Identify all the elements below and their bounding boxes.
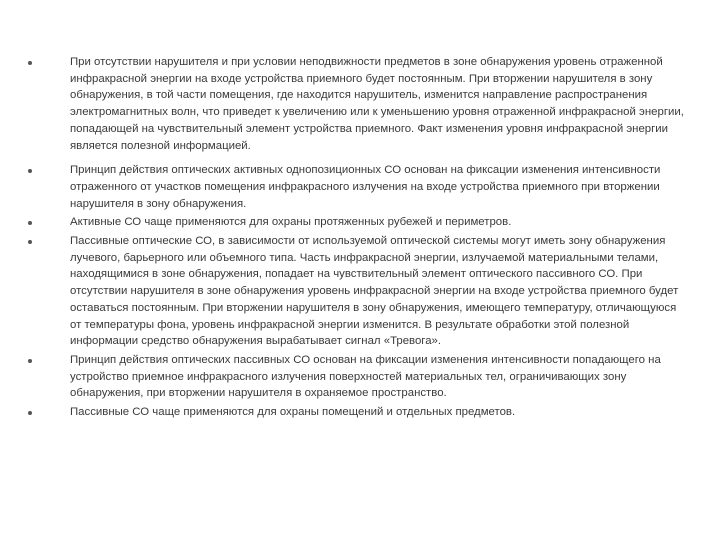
bullet-icon — [28, 61, 32, 65]
list-item — [28, 162, 688, 212]
list-item — [28, 404, 688, 421]
bullet-icon — [28, 411, 32, 415]
bullet-text: Пассивные СО чаще применяются для охраны помещений и отдельных предметов. — [70, 406, 516, 419]
list-item — [28, 54, 688, 154]
bullet-text: Принцип действия оптических пассивных СО основан на фиксации изменения интенсивности попадающего на устройство приемное инфракрасного излучения поверхностей материальных тел, ограничивающих зону обнаружения, при вторжении нарушителя в охраняемое пространство. — [70, 353, 661, 400]
bullet-icon — [28, 359, 32, 363]
bullet-text: Пассивные оптические СО, в зависимости от используемой оптической системы могут иметь зону обнаружения лучевого, барьерного или объемного типа. Часть инфракрасной энергии, излучаемой материальными телами, находящимися в зоне обнаружения, попадает на чувствительный элемент оптического пассивного СО. При отсутствии нарушителя в зоне обнаружения уровень инфракрасной энергии на входе устройства приемного будет оставаться постоянным. При вторжении нарушителя в зону обнаружения, имеющего температуру, отличающуюся от температуры фона, уровень инфракрасной энергии изменится. В результате обработки этой полезной информации средство обнаружения вырабатывает сигнал «Тревога». — [70, 235, 679, 348]
bullet-text: Активные СО чаще применяются для охраны протяженных рубежей и периметров. — [70, 216, 512, 229]
list-item — [28, 352, 688, 402]
bullet-list — [28, 54, 688, 423]
bullet-icon — [28, 240, 32, 244]
bullet-icon — [28, 221, 32, 225]
list-item — [28, 233, 688, 350]
bullet-icon — [28, 169, 32, 173]
bullet-text: При отсутствии нарушителя и при условии неподвижности предметов в зоне обнаружения уровень отраженной инфракрасной энергии на входе устройства приемного будет постоянным. При вторжении нарушителя в зону обнаружения, в той части помещения, где находится нарушитель, изменится направление распространения электромагнитных волн, что приведет к увеличению или к уменьшению уровня отраженной инфракрасной энергии, попадающей на чувствительный элемент устройства приемного. Факт изменения уровня инфракрасной энергии является полезной информацией. — [70, 56, 684, 152]
bullet-text: Принцип действия оптических активных однопозиционных СО основан на фиксации изменения интенсивности отраженного от участков помещения инфракрасного излучения на входе устройства приемного при вторжении нарушителя в зону обнаружения. — [70, 164, 661, 210]
list-item — [28, 214, 688, 231]
